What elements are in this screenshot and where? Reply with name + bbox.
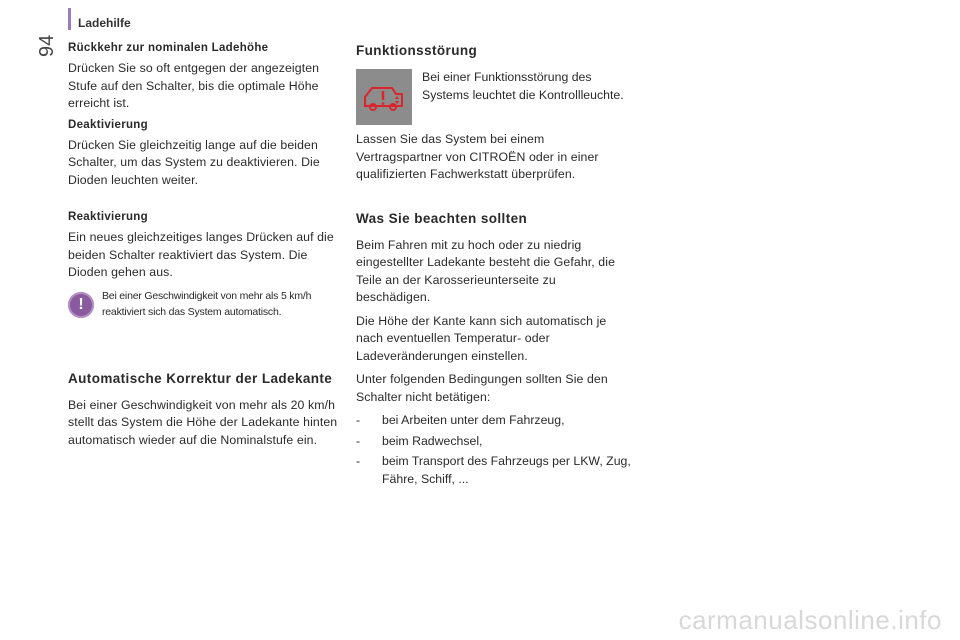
fault-text: Lassen Sie das System bei einem Vertragspartner von CITROËN oder in einer qualifizierten Fachwerkstatt überprüfen.	[356, 132, 599, 181]
right-column	[356, 42, 631, 491]
return-title: Rückkehr zur nominalen Ladehöhe	[68, 42, 269, 54]
speed-note	[68, 288, 343, 320]
conditions-list	[356, 412, 631, 488]
fault-title: Funktionsstörung	[356, 43, 478, 58]
auto-correction-title: Automatische Korrektur der Ladekante	[68, 370, 333, 386]
speed-note-text: Bei einer Geschwindigkeit von mehr als 5 km/h reaktiviert sich das System automatisch.	[102, 289, 312, 318]
exclamation-circle-icon: !	[68, 292, 94, 318]
reactivation-title: Reaktivierung	[68, 211, 148, 223]
list-item: - bei Arbeiten unter dem Fahrzeug,	[356, 412, 631, 430]
deactivation-section	[68, 119, 343, 190]
notes-title: Was Sie beachten sollten	[356, 210, 528, 226]
notes-paragraph-1: Beim Fahren mit zu hoch oder zu niedrig eingestellter Ladekante besteht die Gefahr, die Teile an der Karosserieunterseite zu beschädigen.	[356, 237, 616, 304]
watermark: carmanualsonline.info	[678, 605, 942, 635]
notes-paragraph-2: Die Höhe der Kante kann sich automatisch je nach eventuellen Temperatur- oder Ladeveränderungen einstellen.	[356, 313, 607, 363]
return-section	[68, 42, 343, 113]
vehicle-warning-icon	[356, 69, 412, 125]
return-text: Drücken Sie so oft entgegen der angezeigten Stufe auf den Schalter, bis die optimale Höhe erreicht ist.	[68, 61, 320, 110]
section-header: Ladehilfe	[78, 16, 131, 30]
fault-indicator-row	[356, 69, 631, 125]
notes-paragraph-3: Unter folgenden Bedingungen sollten Sie den Schalter nicht betätigen:	[356, 372, 608, 404]
deactivation-text: Drücken Sie gleichzeitig lange auf die beiden Schalter, um das System zu deaktivieren. Die Dioden leuchten weiter.	[68, 137, 320, 187]
fault-indicator-text: Bei einer Funktionsstörung des Systems leuchtet die Kontrollleuchte.	[422, 70, 624, 102]
list-item: - beim Radwechsel,	[356, 433, 631, 451]
reactivation-text: Ein neues gleichzeitiges langes Drücken auf die beiden Schalter reaktiviert das System. Die Dioden gehen aus.	[68, 230, 334, 279]
auto-correction-text: Bei einer Geschwindigkeit von mehr als 20 km/h stellt das System die Höhe der Ladekante hinten automatisch wieder auf die Nominalstufe ein.	[68, 397, 338, 447]
page-number: 94	[36, 34, 58, 58]
notes-section	[356, 210, 631, 489]
list-item: - beim Transport des Fahrzeugs per LKW, Zug, Fähre, Schiff, ...	[356, 453, 631, 488]
fault-section	[356, 42, 631, 184]
accent-bar	[68, 8, 71, 30]
auto-correction-section	[68, 370, 343, 450]
left-column	[68, 42, 343, 455]
deactivation-title: Deaktivierung	[68, 118, 148, 131]
reactivation-section	[68, 211, 343, 282]
